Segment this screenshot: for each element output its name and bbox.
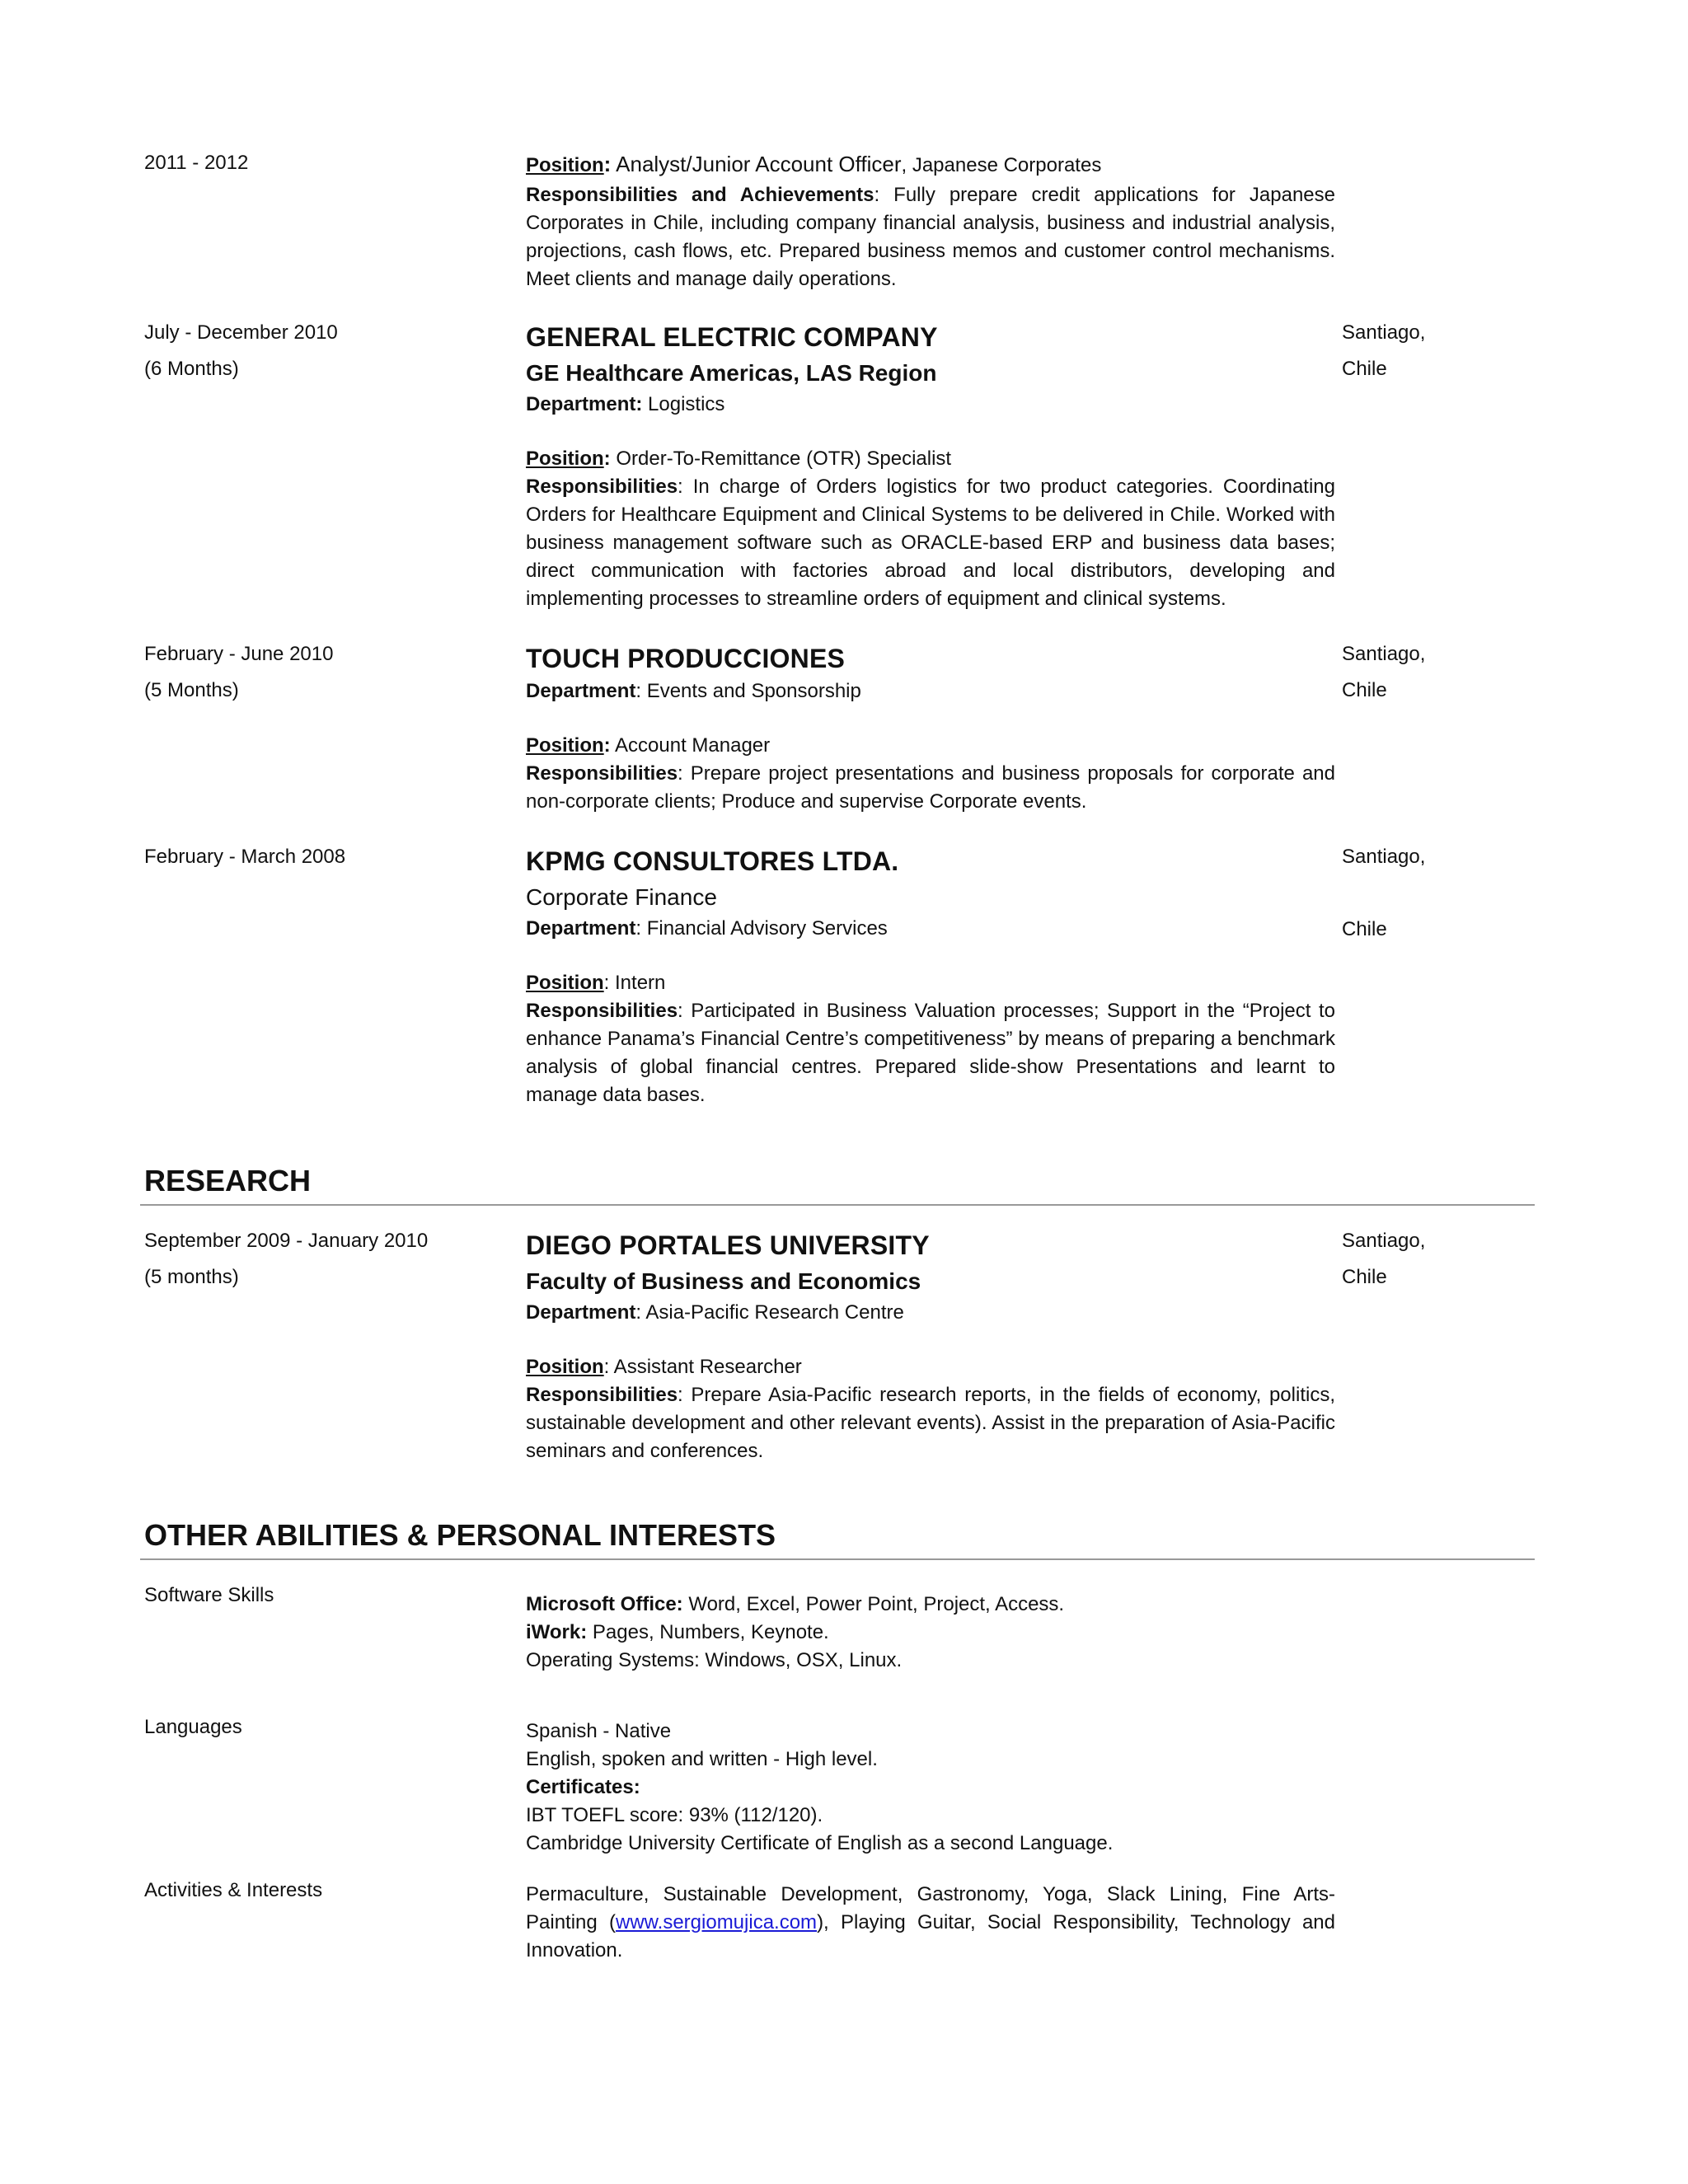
job3-date: February - June 2010 bbox=[144, 643, 334, 665]
job3-position: Position: Account Manager bbox=[526, 734, 771, 757]
activities-post: ), Playing Guitar, Social Responsibility, Technology and Innovation. bbox=[526, 1911, 1336, 1961]
software-os: Operating Systems: Windows, OSX, Linux. bbox=[526, 1649, 903, 1671]
job2-dept-value: Logistics bbox=[642, 393, 725, 415]
job2-resp-label: Responsibilities bbox=[526, 476, 678, 498]
activities-body bbox=[526, 1881, 1335, 1965]
activities-text bbox=[526, 1881, 1335, 1965]
job3-location-country: Chile bbox=[1342, 679, 1387, 701]
job3-resp-label: Responsibilities bbox=[526, 762, 678, 785]
research-company: DIEGO PORTALES UNIVERSITY bbox=[526, 1230, 930, 1260]
job2-resp-text: : In charge of Orders logistics for two product categories. Coordinating Orders for Healthcare Equipment and Clinical Systems to be delivered in Chile. Worked with business management software such as ORACLE-based ERP and business data bases; direct communication with factories abroad and local distributors, developing and implementing processes to streamline orders of equipment and clinical systems. bbox=[526, 476, 1335, 610]
languages-body bbox=[526, 1718, 1335, 1858]
research-location-city: Santiago, bbox=[1342, 1230, 1426, 1252]
job2-company: GENERAL ELECTRIC COMPANY bbox=[526, 322, 938, 352]
job4-resp-text: : Participated in Business Valuation processes; Support in the “Project to enhance Panama’s Financial Centre’s competitiveness” by means of preparing a benchmark analysis of global financial centres. Prepared slide-show Presentations and learnt to manage data bases. bbox=[526, 1000, 1335, 1106]
job4-body bbox=[526, 842, 1335, 1109]
cert-toefl: IBT TOEFL score: 93% (112/120). bbox=[526, 1804, 823, 1826]
activities-pre: Permaculture, Sustainable Development, Gastronomy, Yoga, Slack Lining, Fine Arts-Painting ( bbox=[526, 1883, 1335, 1933]
research-department bbox=[526, 1299, 1335, 1327]
job1-position-label: Position bbox=[526, 154, 604, 176]
job4-position-value: : Intern bbox=[603, 972, 666, 994]
job2-position-value: Order-To-Remittance (OTR) Specialist bbox=[610, 448, 952, 470]
job1-resp-label: Responsibilities and Achievements bbox=[526, 184, 874, 206]
iwork-label: iWork: bbox=[526, 1621, 588, 1643]
research-position bbox=[526, 1353, 1335, 1381]
research-heading: RESEARCH bbox=[144, 1164, 312, 1197]
job3-position-value: Account Manager bbox=[610, 734, 771, 757]
job1-body: Position: Analyst/Junior Account Officer, Japanese Corporates Responsibilities and Achievements: Fully prepare credit applications for Japanese Corporates in Chile, including company financial analysis, business and industrial analysis, projections, cash flows, etc. Prepared business memos and customer control mechanisms. Meet clients and manage daily operations. bbox=[526, 148, 1335, 293]
research-position-value: : Assistant Researcher bbox=[603, 1356, 802, 1378]
job4-company: KPMG CONSULTORES LTDA. bbox=[526, 846, 899, 876]
research-duration: (5 months) bbox=[144, 1266, 239, 1288]
certificates-label: Certificates: bbox=[526, 1776, 640, 1798]
job2-department bbox=[526, 391, 1335, 419]
research-dept-value: : Asia-Pacific Research Centre bbox=[635, 1301, 904, 1324]
research-date: September 2009 - January 2010 bbox=[144, 1230, 429, 1252]
job3-position-label: Position bbox=[526, 734, 604, 757]
job1-resp-text: : Fully prepare credit applications for Japanese Corporates in Chile, including company financial analysis, business and industrial analysis, projections, cash flows, etc. Prepared business memos and customer control mechanisms. Meet clients and manage daily operations. bbox=[526, 184, 1335, 290]
job1-position-title: Analyst/Junior Account Officer bbox=[616, 152, 902, 176]
research-division: Faculty of Business and Economics bbox=[526, 1268, 921, 1294]
activities-label: Activities & Interests bbox=[144, 1879, 323, 1901]
research-resp-label: Responsibilities bbox=[526, 1384, 678, 1406]
job4-date: February - March 2008 bbox=[144, 846, 346, 868]
job1-date: 2011 - 2012 bbox=[144, 152, 249, 174]
website-link[interactable]: www.sergiomujica.com bbox=[615, 1911, 818, 1933]
research-position-label: Position bbox=[526, 1356, 604, 1378]
job2-duration: (6 Months) bbox=[144, 358, 239, 380]
job2-responsibilities bbox=[526, 473, 1335, 613]
job2-body bbox=[526, 318, 1335, 613]
research-body bbox=[526, 1226, 1335, 1465]
research-divider bbox=[140, 1204, 1535, 1206]
software-ms bbox=[526, 1591, 1335, 1619]
ms-value: Word, Excel, Power Point, Project, Access. bbox=[682, 1593, 1065, 1615]
lang-english: English, spoken and written - High level. bbox=[526, 1748, 878, 1770]
cert-cambridge: Cambridge University Certificate of English as a second Language. bbox=[526, 1832, 1114, 1854]
software-body bbox=[526, 1591, 1335, 1675]
job3-duration: (5 Months) bbox=[144, 679, 239, 701]
job4-dept-label: Department bbox=[526, 917, 636, 940]
job2-location-country: Chile bbox=[1342, 358, 1387, 380]
job3-company: TOUCH PRODUCCIONES bbox=[526, 644, 846, 673]
software-iwork bbox=[526, 1619, 1335, 1647]
ms-label: Microsoft Office: bbox=[526, 1593, 683, 1615]
job3-body bbox=[526, 640, 1335, 816]
job4-position bbox=[526, 969, 1335, 997]
job4-responsibilities bbox=[526, 997, 1335, 1109]
job2-position-label: Position bbox=[526, 448, 604, 470]
job4-location-country: Chile bbox=[1342, 918, 1387, 940]
lang-spanish: Spanish - Native bbox=[526, 1720, 672, 1742]
job3-dept-value: : Events and Sponsorship bbox=[635, 680, 861, 702]
job2-division: GE Healthcare Americas, LAS Region bbox=[526, 360, 937, 386]
job3-location-city: Santiago, bbox=[1342, 643, 1426, 665]
iwork-value: Pages, Numbers, Keynote. bbox=[587, 1621, 829, 1643]
job2-location-city: Santiago, bbox=[1342, 321, 1426, 344]
job4-position-label: Position bbox=[526, 972, 604, 994]
job1-responsibilities bbox=[526, 181, 1335, 293]
job2-date: July - December 2010 bbox=[144, 321, 338, 344]
job2-dept-label: Department: bbox=[526, 393, 643, 415]
other-heading: OTHER ABILITIES & PERSONAL INTERESTS bbox=[144, 1518, 776, 1552]
job4-location-city: Santiago, bbox=[1342, 846, 1426, 868]
job1-position-suffix: , Japanese Corporates bbox=[901, 154, 1102, 176]
job3-responsibilities bbox=[526, 760, 1335, 816]
research-responsibilities bbox=[526, 1381, 1335, 1465]
languages-label: Languages bbox=[144, 1716, 242, 1738]
research-location-country: Chile bbox=[1342, 1266, 1387, 1288]
job4-division: Corporate Finance bbox=[526, 884, 717, 910]
job4-department bbox=[526, 915, 1335, 943]
job3-department bbox=[526, 677, 1335, 705]
job4-resp-label: Responsibilities bbox=[526, 1000, 678, 1022]
job3-dept-label: Department bbox=[526, 680, 636, 702]
job4-dept-value: : Financial Advisory Services bbox=[635, 917, 888, 940]
software-label: Software Skills bbox=[144, 1584, 274, 1606]
research-resp-text: : Prepare Asia-Pacific research reports, in the fields of economy, politics, sustainable development and other relevant events). Assist in the preparation of Asia-Pacific seminars and conferences. bbox=[526, 1384, 1335, 1462]
job3-resp-text: : Prepare project presentations and business proposals for corporate and non-corporate clients; Produce and supervise Corporate events. bbox=[526, 762, 1335, 813]
research-dept-label: Department bbox=[526, 1301, 636, 1324]
job2-position: Position: Order-To-Remittance (OTR) Specialist bbox=[526, 448, 952, 470]
other-divider bbox=[140, 1558, 1535, 1560]
